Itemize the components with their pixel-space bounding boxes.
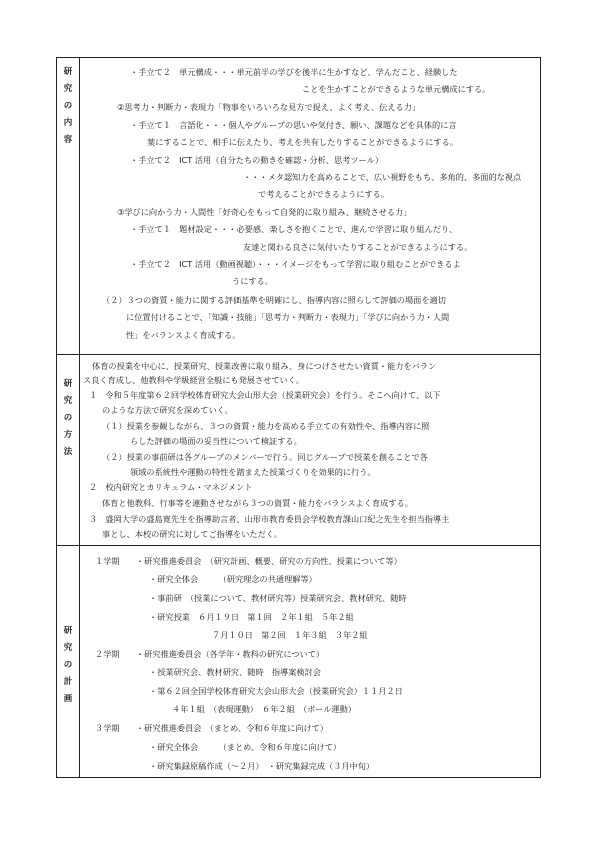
plan-line: ・事前研 （授業について、教材研究等）授業研究会、教材研究、随時 bbox=[149, 593, 407, 603]
method-line: らした評価の場面の妥当性について検証する。 bbox=[130, 436, 302, 446]
content-line: ・・・メタ認知力を高めることで、広い視野をもち、多角的、多面的な視点 bbox=[243, 172, 522, 182]
plan-line: ・研究全体会 （まとめ、令和６年度に向けて） bbox=[149, 742, 342, 752]
method-line: １ 令和５年度第６２回学校体育研究大会山形大会（授業研究会）を行う。そこへ向けて、以下 bbox=[89, 390, 441, 400]
label-char: 研 bbox=[63, 626, 73, 636]
content-line: ②思考力・判断力・表現力「物事をいろいろな見方で捉え、よく考え、伝える力」 bbox=[117, 102, 421, 112]
label-char: 容 bbox=[63, 135, 73, 145]
plan-line: ・研究授業 ６月１９日 第１回 ２年１組 ５年２組 bbox=[149, 612, 354, 622]
method-line: 領域の系統性や運動の特性を踏まえた授業づくりを効果的に行う。 bbox=[130, 467, 376, 477]
label-char: 研 bbox=[63, 379, 73, 389]
content-line: に位置付けることで、「知識・技能」「思考力・判断力・表現力」「学びに向かう力・人間 bbox=[126, 312, 450, 322]
content-line: ・手立て１ 題材設定・・・必要感、楽しさを抱くことで、進んで学習に取り組んだり、 bbox=[130, 224, 458, 234]
content-line: うにする。 bbox=[232, 276, 273, 286]
plan-line: ・第６２回全国学校体育研究大会山形大会（授業研究会）１１月２日 bbox=[149, 686, 403, 696]
plan-line: ７月１０日 第２回 １年３組 ３年２組 bbox=[212, 630, 368, 640]
plan-line: ３学期 ・研究推進委員会 （まとめ、令和６年度に向けて） bbox=[95, 723, 329, 733]
plan-line: ２学期 ・研究推進委員会（各学年・教科の研究について） bbox=[95, 649, 325, 659]
method-line: ス良く育成し、他教科や学級経営全般にも発展させていく。 bbox=[83, 375, 304, 385]
method-line: ３ 盛岡大学の盛島寛先生を指導助言者、山形市教育委員会学校教育課山口紀之先生を担当指導主 bbox=[89, 514, 450, 524]
label-char: 研 bbox=[63, 67, 73, 77]
section-divider-method bbox=[57, 354, 540, 355]
method-line: （１）授業を参観しながら、３つの資質・能力を高める手立ての有効性や、指導内容に照 bbox=[102, 421, 430, 431]
content-line: ・手立て２ 単元構成・・・単元前半の学びを後半に生かすなど、学んだこと、経験した bbox=[130, 67, 458, 77]
label-char: 法 bbox=[63, 447, 73, 457]
label-content bbox=[57, 64, 79, 149]
method-line: のような方法で研究を深めていく。 bbox=[102, 405, 233, 415]
label-char: 内 bbox=[63, 118, 73, 128]
label-char: 計 bbox=[63, 677, 73, 687]
label-char: の bbox=[63, 413, 73, 423]
plan-line: ・研究集録原稿作成（～２月） ・研究集録完成（３月中旬） bbox=[149, 761, 375, 771]
label-plan bbox=[57, 623, 79, 708]
content-line: ことを生かすことができるような単元構成にする。 bbox=[302, 84, 491, 94]
content-line: （２）３つの資質・能力に関する評価基準を明確にし、指導内容に照らして評価の場面を適切 bbox=[102, 295, 446, 305]
plan-line: ・研究全体会 （研究理念の共通理解等） bbox=[149, 574, 317, 584]
label-char: 方 bbox=[63, 430, 73, 440]
content-line: で考えることができるようにする。 bbox=[258, 189, 390, 199]
label-char: 究 bbox=[63, 643, 73, 653]
content-line: ・手立て２ ICT 活用（自分たちの動きを確認・分析、思考ツール） bbox=[130, 155, 384, 165]
content-line: ・手立て２ ICT 活用（動画視聴）・・・イメージをもって学習に取り組むことができるよ bbox=[130, 259, 461, 269]
label-char: 究 bbox=[63, 84, 73, 94]
method-line: 体育の授業を中心に、授業研究、授業改善に取り組み、身につけさせたい資質・能力をバラン bbox=[92, 361, 437, 371]
content-line: 性」をバランスよく育成する。 bbox=[126, 330, 241, 340]
method-line: ２ 校内研究とカリキュラム・マネジメント bbox=[89, 482, 253, 492]
content-line: ・手立て１ 言語化・・・個人やグループの思いや気付き、願い、課題などを具体的に言 bbox=[130, 120, 457, 130]
content-line: 葉にすることで、相手に伝えたり、考えを共有したりすることができるようにする。 bbox=[147, 137, 458, 147]
research-table bbox=[56, 57, 541, 778]
method-line: （２）授業の事前研は各グループのメンバーで行う。同じグループで授業を創ることで各 bbox=[102, 452, 428, 462]
label-char: 究 bbox=[63, 396, 73, 406]
method-line: 体育と他教科、行事等を連動させながら３つの資質・能力をバランスよく育成する。 bbox=[102, 498, 413, 508]
label-column-divider bbox=[79, 58, 80, 777]
plan-line: １学期 ・研究推進委員会 （研究計画、概要、研究の方向性、授業について等） bbox=[95, 556, 402, 566]
label-char: の bbox=[63, 101, 73, 111]
content-line: ③学びに向かう力・人間性「好奇心をもって自発的に取り組み、継続させる力」 bbox=[117, 207, 412, 217]
label-char: 画 bbox=[63, 694, 73, 704]
plan-line: ・授業研究会、教材研究、随時 指導案検討会 bbox=[149, 667, 321, 677]
section-divider-plan bbox=[57, 545, 540, 546]
method-line: 事とし、本校の研究に対してご指導をいただく。 bbox=[102, 529, 282, 539]
plan-line: ４年１組 （表現運動） ６年２組 （ボール運動） bbox=[172, 704, 357, 714]
label-char: の bbox=[63, 660, 73, 670]
label-method bbox=[57, 376, 79, 461]
content-line: 友達と関わる良さに気付いたりすることができるようにする。 bbox=[243, 242, 473, 252]
